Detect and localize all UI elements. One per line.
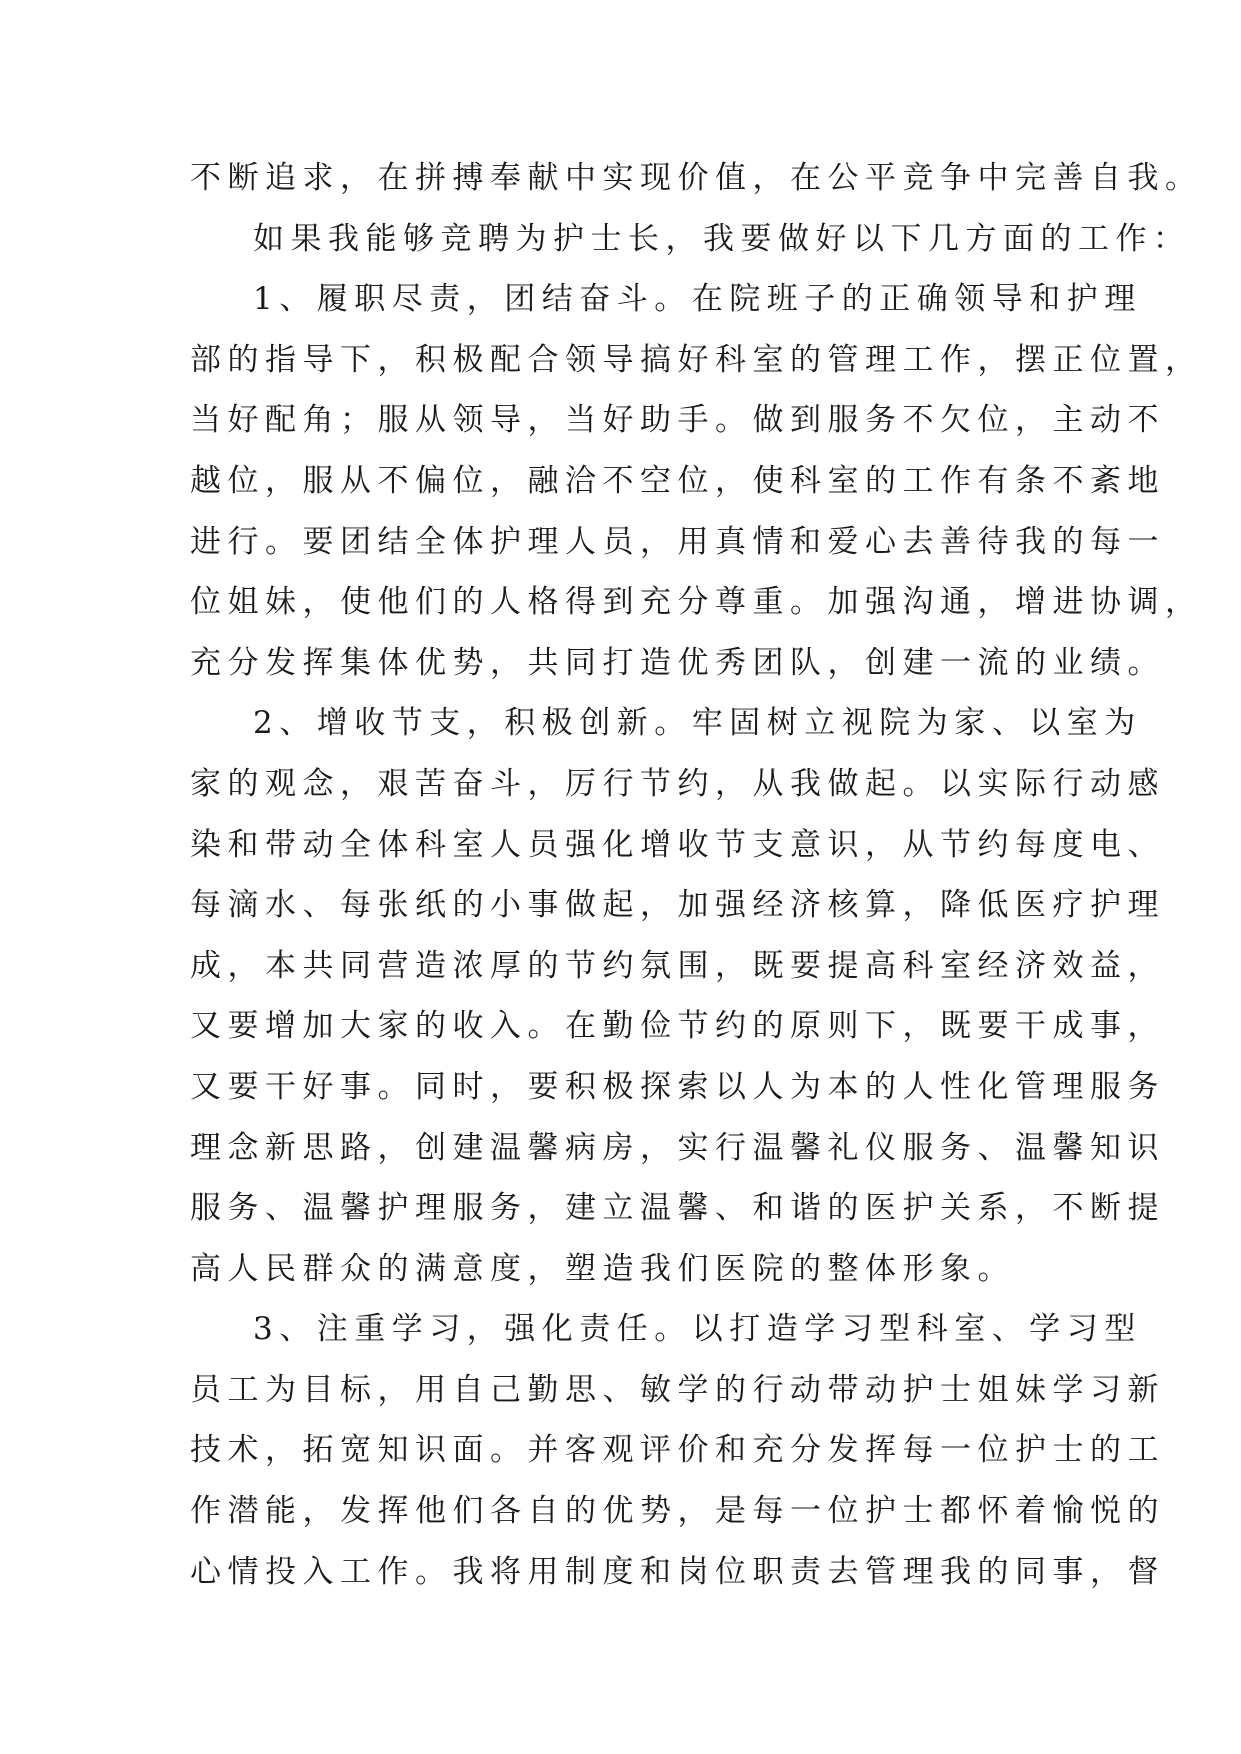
text-line: 位姐妹，使他们的人格得到充分尊重。加强沟通，增进协调， bbox=[190, 584, 1203, 621]
body-text bbox=[190, 148, 1203, 1602]
text-line: 越位，服从不偏位，融洽不空位，使科室的工作有条不紊地 bbox=[190, 462, 1165, 499]
text-line: 3、注重学习，强化责任。以打造学习型科室、学习型 bbox=[253, 1311, 1142, 1348]
text-line: 技术，拓宽知识面。并客观评价和充分发挥每一位护士的工 bbox=[190, 1432, 1165, 1469]
text-line: 染和带动全体科室人员强化增收节支意识，从节约每度电、 bbox=[190, 826, 1165, 863]
text-line: 充分发挥集体优势，共同打造优秀团队，创建一流的业绩。 bbox=[190, 644, 1165, 681]
text-line: 又要干好事。同时，要积极探索以人为本的人性化管理服务 bbox=[190, 1068, 1165, 1105]
text-line: 作潜能，发挥他们各自的优势，是每一位护士都怀着愉悦的 bbox=[190, 1493, 1165, 1530]
text-line: 进行。要团结全体护理人员，用真情和爱心去善待我的每一 bbox=[190, 523, 1165, 560]
text-line: 又要增加大家的收入。在勤俭节约的原则下，既要干成事， bbox=[190, 1008, 1165, 1045]
text-line: 每滴水、每张纸的小事做起，加强经济核算，降低医疗护理 bbox=[190, 887, 1165, 924]
text-line: 心情投入工作。我将用制度和岗位职责去管理我的同事，督 bbox=[190, 1553, 1165, 1590]
text-line: 家的观念，艰苦奋斗，厉行节约，从我做起。以实际行动感 bbox=[190, 765, 1165, 802]
text-line: 服务、温馨护理服务，建立温馨、和谐的医护关系，不断提 bbox=[190, 1190, 1165, 1227]
text-line: 成，本共同营造浓厚的节约氛围，既要提高科室经济效益， bbox=[190, 947, 1165, 984]
text-line: 高人民群众的满意度，塑造我们医院的整体形象。 bbox=[190, 1250, 1015, 1287]
text-line: 不断追求，在拼搏奉献中实现价值，在公平竞争中完善自我。 bbox=[190, 160, 1203, 196]
text-line: 当好配角；服从领导，当好助手。做到服务不欠位，主动不 bbox=[190, 402, 1165, 439]
text-line: 员工为目标，用自己勤思、敏学的行动带动护士姐妹学习新 bbox=[190, 1371, 1165, 1408]
text-line: 1、履职尽责，团结奋斗。在院班子的正确领导和护理 bbox=[253, 281, 1142, 318]
text-line: 如果我能够竞聘为护士长，我要做好以下几方面的工作： bbox=[253, 220, 1191, 257]
text-line: 2、增收节支，积极创新。牢固树立视院为家、以室为 bbox=[253, 705, 1142, 742]
text-line: 部的指导下，积极配合领导搞好科室的管理工作，摆正位置， bbox=[190, 341, 1203, 378]
text-line: 理念新思路，创建温馨病房，实行温馨礼仪服务、温馨知识 bbox=[190, 1129, 1165, 1166]
